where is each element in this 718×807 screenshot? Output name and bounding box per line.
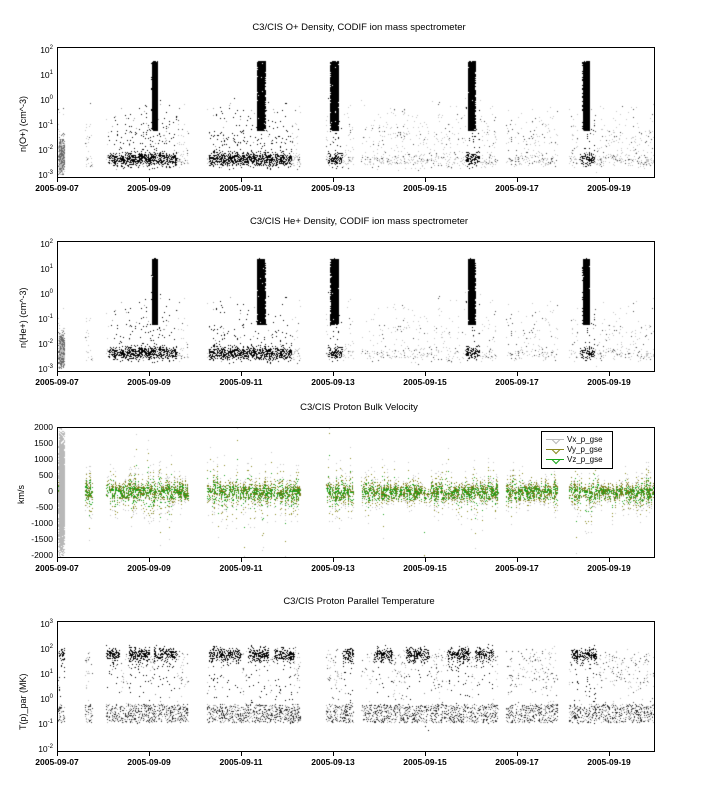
x-tick-label: 2005-09-19 [587, 183, 631, 193]
x-tick-label: 2005-09-17 [495, 757, 539, 767]
y-tick-label: -1000 [31, 518, 53, 528]
x-tick-label: 2005-09-11 [219, 757, 263, 767]
x-tick-label: 2005-09-13 [311, 563, 355, 573]
x-tick-label: 2005-09-13 [311, 757, 355, 767]
legend-entry [546, 454, 608, 464]
x-tick-label: 2005-09-17 [495, 183, 539, 193]
x-tick-label: 2005-09-15 [403, 183, 447, 193]
x-tick-label: 2005-09-19 [587, 377, 631, 387]
plot-area [57, 241, 655, 372]
panel-o-plus-density [0, 22, 718, 200]
x-tick-label: 2005-09-13 [311, 183, 355, 193]
y-tick-label: $10^{-2}$ [38, 339, 53, 349]
legend-swatch-vx [546, 439, 564, 440]
legend-entry [546, 434, 608, 444]
x-tick-label: 2005-09-09 [127, 183, 171, 193]
legend-swatch-vy [546, 449, 564, 450]
x-tick-mark [241, 558, 242, 562]
x-tick-label: 2005-09-11 [219, 183, 263, 193]
x-tick-mark [425, 558, 426, 562]
y-tick-label: $10^{-2}$ [38, 145, 53, 155]
y-tick-label: $10^0$ [40, 694, 53, 704]
x-tick-mark [333, 752, 334, 756]
y-tick-label: $10^0$ [40, 95, 53, 105]
x-tick-label: 2005-09-15 [403, 377, 447, 387]
x-tick-label: 2005-09-09 [127, 563, 171, 573]
x-tick-label: 2005-09-09 [127, 757, 171, 767]
x-tick-label: 2005-09-15 [403, 757, 447, 767]
y-tick-label: $10^3$ [40, 619, 53, 629]
x-tick-label: 2005-09-15 [403, 563, 447, 573]
data-layer [58, 242, 654, 371]
x-tick-label: 2005-09-07 [35, 563, 79, 573]
legend-label: Vz_p_gse [567, 454, 603, 464]
x-tick-mark [333, 558, 334, 562]
x-tick-mark [57, 178, 58, 182]
axis-label-y: n(O+) (cm^-3) [18, 96, 28, 152]
y-tick-label: 1000 [34, 454, 53, 464]
x-tick-label: 2005-09-19 [587, 757, 631, 767]
x-tick-mark [609, 372, 610, 376]
x-tick-mark [517, 558, 518, 562]
y-tick-label: $10^1$ [40, 669, 53, 679]
y-tick-label: $10^{-3}$ [38, 364, 53, 374]
panel-title: C3/CIS Proton Bulk Velocity [300, 402, 418, 413]
y-tick-label: $10^{-3}$ [38, 170, 53, 180]
x-tick-mark [517, 372, 518, 376]
data-layer [58, 622, 654, 751]
legend-label: Vx_p_gse [567, 434, 603, 444]
plot-area [57, 47, 655, 178]
y-tick-label: -500 [35, 502, 53, 512]
panel-proton-parallel-temperature [0, 596, 718, 782]
panel-title: C3/CIS He+ Density, CODIF ion mass spectrometer [249, 216, 469, 227]
x-tick-mark [149, 752, 150, 756]
axis-label-y: km/s [16, 485, 26, 504]
legend-swatch-vz [546, 459, 564, 460]
legend [541, 431, 613, 469]
x-tick-label: 2005-09-07 [35, 377, 79, 387]
x-tick-label: 2005-09-17 [495, 563, 539, 573]
x-tick-mark [333, 178, 334, 182]
x-tick-mark [149, 558, 150, 562]
y-tick-label: $10^2$ [40, 45, 53, 55]
panel-title: C3/CIS O+ Density, CODIF ion mass spectrometer [252, 22, 466, 33]
x-tick-mark [425, 372, 426, 376]
x-tick-mark [57, 752, 58, 756]
panel-proton-bulk-velocity [0, 402, 718, 588]
x-tick-mark [241, 752, 242, 756]
x-tick-mark [609, 558, 610, 562]
plot-area [57, 621, 655, 752]
x-tick-mark [517, 752, 518, 756]
y-tick-label: 500 [38, 470, 53, 480]
x-tick-mark [57, 558, 58, 562]
y-tick-label: $10^{-1}$ [38, 120, 53, 130]
x-tick-label: 2005-09-19 [587, 563, 631, 573]
y-tick-label: $10^{-2}$ [38, 744, 53, 754]
x-tick-label: 2005-09-11 [219, 377, 263, 387]
y-tick-label: $10^2$ [40, 239, 53, 249]
x-tick-mark [425, 178, 426, 182]
x-tick-label: 2005-09-07 [35, 757, 79, 767]
y-tick-label: $10^2$ [40, 644, 53, 654]
y-tick-label: $10^1$ [40, 264, 53, 274]
x-tick-mark [609, 752, 610, 756]
data-layer [58, 48, 654, 177]
x-tick-label: 2005-09-17 [495, 377, 539, 387]
y-tick-label: 2000 [34, 422, 53, 432]
x-tick-label: 2005-09-07 [35, 183, 79, 193]
legend-entry [546, 444, 608, 454]
y-tick-label: -1500 [31, 534, 53, 544]
y-tick-label: $10^1$ [40, 70, 53, 80]
y-tick-label: 0 [48, 486, 53, 496]
panel-title: C3/CIS Proton Parallel Temperature [283, 596, 435, 607]
x-tick-mark [609, 178, 610, 182]
y-tick-label: 1500 [34, 438, 53, 448]
x-tick-mark [425, 752, 426, 756]
axis-label-y: T(p)_par (MK) [18, 673, 28, 730]
axis-label-y: n(He+) (cm^-3) [18, 287, 28, 348]
x-tick-label: 2005-09-09 [127, 377, 171, 387]
x-tick-mark [149, 178, 150, 182]
y-tick-label: -2000 [31, 550, 53, 560]
panel-he-plus-density [0, 216, 718, 394]
x-tick-mark [57, 372, 58, 376]
x-tick-label: 2005-09-13 [311, 377, 355, 387]
x-tick-mark [241, 372, 242, 376]
x-tick-label: 2005-09-11 [219, 563, 263, 573]
x-tick-mark [149, 372, 150, 376]
y-tick-label: $10^{-1}$ [38, 719, 53, 729]
legend-label: Vy_p_gse [567, 444, 603, 454]
x-tick-mark [517, 178, 518, 182]
x-tick-mark [241, 178, 242, 182]
y-tick-label: $10^0$ [40, 289, 53, 299]
y-tick-label: $10^{-1}$ [38, 314, 53, 324]
x-tick-mark [333, 372, 334, 376]
